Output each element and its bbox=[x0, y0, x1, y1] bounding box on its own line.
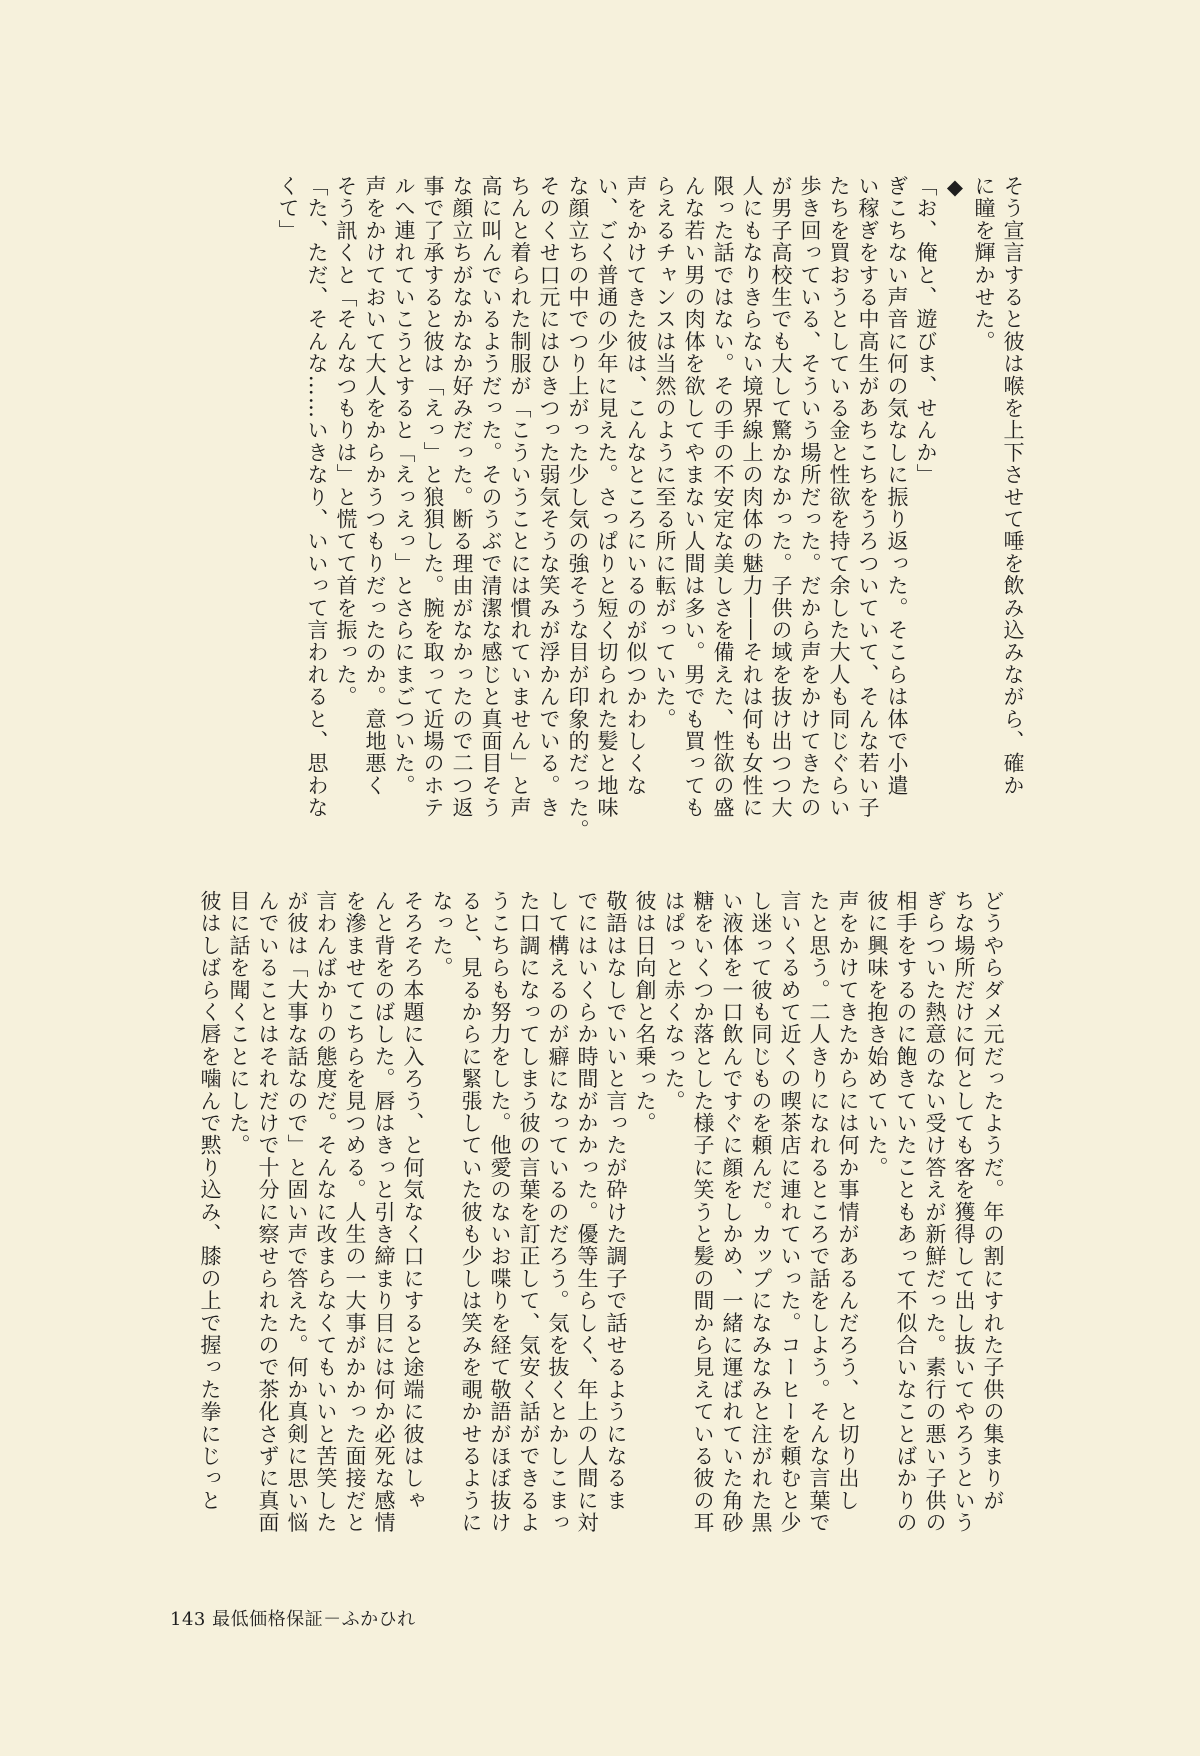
text-line: い稼ぎをする中高生があちこちをうろついていて、そんな若い子 bbox=[856, 175, 880, 819]
upper-text-block bbox=[273, 175, 1027, 841]
text-line: 声をかけてきたからには何か事情があるんだろう、と切り出し bbox=[836, 890, 860, 1512]
text-line: ちな場所だけに何としても客を獲得して出し抜いてやろうという bbox=[952, 890, 976, 1534]
text-line: が男子高校生でも大して驚かなかった。子供の域を抜け出つつ大 bbox=[769, 175, 793, 819]
text-line: 高に叫んでいるようだった。そのうぶで清潔な感じと真面目そう bbox=[479, 175, 503, 819]
text-line: はぱっと赤くなった。 bbox=[662, 890, 686, 1112]
text-line: たと思う。二人きりになれるところで話をしよう。そんな言葉で bbox=[807, 890, 831, 1534]
text-line: 糖をいくつか落とした様子に笑うと髪の間から見えている彼の耳 bbox=[691, 890, 715, 1534]
text-line: 相手をするのに飽きていたこともあって不似合いなことばかりの bbox=[894, 890, 918, 1534]
text-line: 彼はしばらく唇を噛んで黙り込み、膝の上で握った拳にじっと bbox=[198, 890, 222, 1512]
text-line: んな若い男の肉体を欲してやまない人間は多い。男でも買っても bbox=[682, 175, 706, 819]
text-line: ぎこちない声音に何の気なしに振り返った。そこらは体で小遣 bbox=[885, 175, 909, 797]
running-title: 最低価格保証－ふかひれ bbox=[212, 1609, 416, 1630]
text-line: そう宣言すると彼は喉を上下させて唾を飲み込みながら、確か bbox=[1001, 175, 1025, 797]
text-line: そのくせ口元にはひきつった弱気そうな笑みが浮かんでいる。き bbox=[537, 175, 561, 819]
text-line: ルへ連れていこうとすると「えっえっ」とさらにまごついた。 bbox=[392, 175, 416, 797]
text-line: うこちらも努力をした。他愛のないお喋りを経て敬語がほぼ抜け bbox=[488, 890, 512, 1534]
text-line: し迷って彼も同じものを頼んだ。カップになみなみと注がれた黒 bbox=[749, 890, 773, 1534]
text-line: んでいることはそれだけで十分に察せられたので茶化さずに真面 bbox=[256, 890, 280, 1534]
page-number: 143 bbox=[170, 1609, 206, 1630]
text-line: くて」 bbox=[276, 175, 300, 242]
text-line: を滲ませてこちらを見つめる。人生の一大事がかかった面接だと bbox=[343, 890, 367, 1534]
text-line: 人にもなりきらない境界線上の肉体の魅力――それは何も女性に bbox=[740, 175, 764, 819]
text-line: な顔立ちの中でつり上がった少し気の強そうな目が印象的だった。 bbox=[566, 175, 590, 841]
text-line: に瞳を輝かせた。 bbox=[972, 175, 996, 353]
text-line: ぎらついた熱意のない受け答えが新鮮だった。素行の悪い子供の bbox=[923, 890, 947, 1534]
text-line: 声をかけておいて大人をからかうつもりだったのか。意地悪く bbox=[363, 175, 387, 797]
text-line: でにはいくらか時間がかかった。優等生らしく、年上の人間に対 bbox=[575, 890, 599, 1534]
text-line: ちんと着られた制服が「こういうことには慣れていません」と声 bbox=[508, 175, 532, 819]
text-line: 言わんばかりの態度だ。そんなに改まらなくてもいいと苦笑した bbox=[314, 890, 338, 1534]
text-line: 声をかけてきた彼は、こんなところにいるのが似つかわしくな bbox=[624, 175, 648, 797]
text-line: 目に話を聞くことにした。 bbox=[227, 890, 251, 1157]
text-line: な顔立ちがなかなか好みだった。断る理由がなかったので二つ返 bbox=[450, 175, 474, 819]
text-line: たちを買おうとしている金と性欲を持て余した大人も同じぐらい bbox=[827, 175, 851, 819]
text-line: らえるチャンスは当然のように至る所に転がっていた。 bbox=[653, 175, 677, 730]
text-line: が彼は「大事な話なので」と固い声で答えた。何か真剣に思い悩 bbox=[285, 890, 309, 1534]
text-line: 事で了承すると彼は「えっ」と狼狽した。腕を取って近場のホテ bbox=[421, 175, 445, 819]
text-line: して構えるのが癖になっているのだろう。気を抜くとかしこまっ bbox=[546, 890, 570, 1534]
text-line: 「お、俺と、遊びま、せんか」 bbox=[914, 175, 938, 486]
text-line: 「た、ただ、そんな……いきなり、いいって言われると、思わな bbox=[305, 175, 329, 819]
text-line: どうやらダメ元だったようだ。年の割にすれた子供の集まりが bbox=[981, 890, 1005, 1512]
text-line: 限った話ではない。その手の不安定な美しさを備えた、性欲の盛 bbox=[711, 175, 735, 819]
text-line: い、ごく普通の少年に見えた。さっぱりと短く切られた髪と地味 bbox=[595, 175, 619, 819]
text-line: 彼に興味を抱き始めていた。 bbox=[865, 890, 889, 1179]
text-line: ◆ bbox=[943, 175, 967, 201]
text-line: ると、見るからに緊張していた彼も少しは笑みを覗かせるように bbox=[459, 890, 483, 1534]
text-line: 敬語はなしでいいと言ったが砕けた調子で話せるようになるま bbox=[604, 890, 628, 1512]
page-footer bbox=[170, 1605, 416, 1631]
text-line: そう訊くと「そんなつもりは」と慌てて首を振った。 bbox=[334, 175, 358, 708]
text-line: なった。 bbox=[430, 890, 454, 979]
text-line: 言いくるめて近くの喫茶店に連れていった。コーヒーを頼むと少 bbox=[778, 890, 802, 1534]
text-line: い液体を一口飲んですぐに顔をしかめ、一緒に運ばれていた角砂 bbox=[720, 890, 744, 1534]
lower-text-block bbox=[195, 890, 1007, 1534]
text-line: 歩き回っている、そういう場所だった。だから声をかけてきたの bbox=[798, 175, 822, 819]
text-line: 彼は日向創と名乗った。 bbox=[633, 890, 657, 1135]
text-line: た口調になってしまう彼の言葉を訂正して、気安く話ができるよ bbox=[517, 890, 541, 1534]
text-line: んと背をのばした。唇はきっと引き締まり目には何か必死な感情 bbox=[372, 890, 396, 1534]
text-line: そろそろ本題に入ろう、と何気なく口にすると途端に彼はしゃ bbox=[401, 890, 425, 1512]
